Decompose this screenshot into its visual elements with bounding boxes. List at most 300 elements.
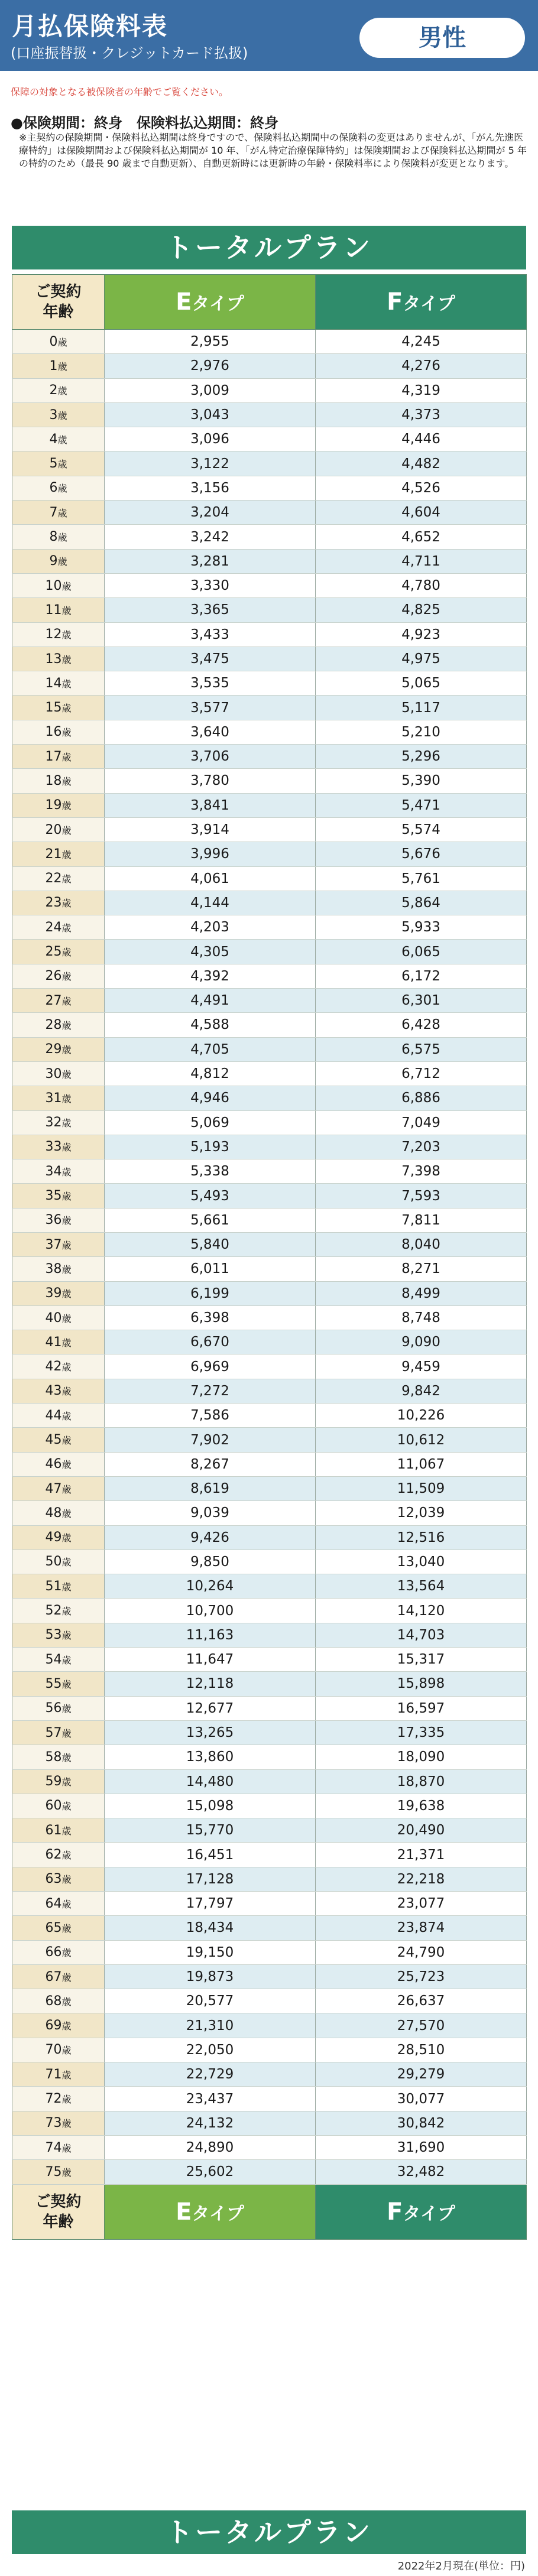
- e-type-premium: 3,706: [105, 745, 316, 769]
- age-value: 4: [49, 431, 58, 447]
- age-cell: [12, 1599, 105, 1623]
- e-type-premium: 2,976: [105, 354, 316, 378]
- age-value: 22: [45, 871, 62, 886]
- age-cell: [12, 1232, 105, 1256]
- table-row: [12, 1501, 527, 1525]
- table-row: [12, 769, 527, 793]
- age-value: 20: [45, 822, 62, 837]
- age-value: 66: [45, 1945, 62, 1960]
- age-value: 28: [45, 1017, 62, 1032]
- f-type-premium: 6,301: [316, 989, 527, 1013]
- e-type-premium: 3,096: [105, 427, 316, 451]
- age-cell: [12, 1379, 105, 1403]
- age-cell: [12, 1964, 105, 1989]
- age-unit: 歳: [61, 1386, 72, 1398]
- plan-banner-bottom: トータルプラン: [12, 2510, 526, 2554]
- e-type-premium: 15,098: [105, 1794, 316, 1818]
- age-value: 73: [45, 2116, 62, 2131]
- e-type-premium: 19,150: [105, 1940, 316, 1964]
- e-type-premium: 4,305: [105, 940, 316, 964]
- f-type-premium: 7,203: [316, 1135, 527, 1159]
- age-value: 40: [45, 1310, 62, 1326]
- age-unit: 歳: [61, 1288, 72, 1300]
- table-row: [12, 1428, 527, 1452]
- age-value: 64: [45, 1896, 62, 1911]
- age-unit: 歳: [61, 1801, 72, 1812]
- e-type-premium: 3,640: [105, 720, 316, 744]
- age-cell: [12, 793, 105, 817]
- age-unit: 歳: [61, 922, 72, 934]
- age-value: 45: [45, 1432, 62, 1447]
- age-value: 9: [49, 554, 58, 569]
- f-type-premium: 22,218: [316, 1867, 527, 1891]
- age-cell: [12, 1623, 105, 1647]
- age-unit: 歳: [61, 1166, 72, 1178]
- table-row: [12, 696, 527, 720]
- age-unit: 歳: [61, 1337, 72, 1349]
- age-unit: 歳: [61, 1459, 72, 1471]
- period-summary: ●保険期間：終身 保険料払込期間：終身: [11, 115, 278, 131]
- age-value: 21: [45, 846, 62, 862]
- age-value: 75: [45, 2164, 62, 2179]
- e-type-premium: 18,434: [105, 1916, 316, 1940]
- age-cell: [12, 573, 105, 597]
- age-cell: [12, 549, 105, 573]
- age-cell: [12, 427, 105, 451]
- e-type-premium: 3,433: [105, 622, 316, 647]
- f-type-premium: 31,690: [316, 2135, 527, 2159]
- age-cell: [12, 2038, 105, 2062]
- age-value: 24: [45, 920, 62, 935]
- table-row: [12, 647, 527, 671]
- e-type-premium: 6,011: [105, 1257, 316, 1281]
- table-row: [12, 1696, 527, 1720]
- table-row: [12, 1184, 527, 1208]
- age-cell: [12, 1794, 105, 1818]
- e-type-premium: 4,203: [105, 915, 316, 940]
- age-cell: [12, 476, 105, 500]
- age-unit: 歳: [61, 2094, 72, 2106]
- table-row: [12, 573, 527, 597]
- table-row: [12, 671, 527, 696]
- age-cell: [12, 1330, 105, 1354]
- age-value: 12: [45, 627, 62, 642]
- e-type-premium: 6,969: [105, 1354, 316, 1379]
- e-type-premium: 4,392: [105, 964, 316, 988]
- age-value: 59: [45, 1774, 62, 1789]
- f-type-premium: 4,975: [316, 647, 527, 671]
- age-unit: 歳: [61, 1850, 72, 1862]
- table-body: [12, 330, 527, 2185]
- age-unit: 歳: [61, 1898, 72, 1910]
- age-value: 19: [45, 798, 62, 813]
- age-unit: 歳: [61, 1118, 72, 1129]
- e-type-premium: 10,700: [105, 1599, 316, 1623]
- f-type-premium: 5,864: [316, 891, 527, 915]
- age-unit: 歳: [61, 1630, 72, 1642]
- f-type-premium: 7,593: [316, 1184, 527, 1208]
- age-value: 11: [45, 602, 62, 618]
- table-row: [12, 1720, 527, 1745]
- e-type-premium: 3,330: [105, 573, 316, 597]
- e-type-premium: 15,770: [105, 1818, 316, 1843]
- f-type-premium: 30,077: [316, 2087, 527, 2111]
- age-unit: 歳: [61, 2045, 72, 2057]
- age-unit: 歳: [61, 654, 72, 665]
- table-row: [12, 745, 527, 769]
- age-unit: 歳: [61, 1044, 72, 1056]
- age-cell: [12, 1892, 105, 1916]
- table-row: [12, 989, 527, 1013]
- age-unit: 歳: [57, 507, 67, 519]
- f-type-premium: 9,459: [316, 1354, 527, 1379]
- e-type-premium: 2,955: [105, 330, 316, 354]
- table-row: [12, 1916, 527, 1940]
- f-type-premium: 5,933: [316, 915, 527, 940]
- age-value: 33: [45, 1139, 62, 1155]
- e-type-premium: 3,996: [105, 842, 316, 866]
- f-type-premium: 16,597: [316, 1696, 527, 1720]
- age-unit: 歳: [61, 898, 72, 909]
- table-row: [12, 1794, 527, 1818]
- age-unit: 歳: [61, 849, 72, 860]
- age-unit: 歳: [61, 1215, 72, 1227]
- age-value: 48: [45, 1505, 62, 1521]
- e-type-premium: 13,265: [105, 1720, 316, 1745]
- f-type-premium: 13,040: [316, 1550, 527, 1574]
- table-row: [12, 1525, 527, 1550]
- age-cell: [12, 696, 105, 720]
- f-type-premium: 5,676: [316, 842, 527, 866]
- age-cell: [12, 989, 105, 1013]
- age-unit: 歳: [61, 2166, 72, 2178]
- age-cell: [12, 1281, 105, 1305]
- age-header-line1: ご契約: [35, 283, 82, 301]
- page-title: 月払保険料表: [12, 12, 168, 41]
- age-cell: [12, 1550, 105, 1574]
- e-type-letter: E: [176, 2198, 192, 2226]
- age-value: 42: [45, 1359, 62, 1375]
- age-unit: 歳: [57, 385, 67, 397]
- age-value: 60: [45, 1798, 62, 1814]
- age-value: 34: [45, 1164, 62, 1179]
- age-unit: 歳: [61, 775, 72, 787]
- age-cell: [12, 1672, 105, 1696]
- age-cell: [12, 451, 105, 476]
- age-unit: 歳: [61, 1727, 72, 1739]
- table-row: [12, 1135, 527, 1159]
- age-unit: 歳: [61, 947, 72, 959]
- age-value: 32: [45, 1115, 62, 1131]
- e-type-premium: 3,156: [105, 476, 316, 500]
- age-unit: 歳: [61, 629, 72, 641]
- table-row: [12, 1550, 527, 1574]
- age-unit: 歳: [61, 1947, 72, 1959]
- f-type-premium: 4,482: [316, 451, 527, 476]
- age-cell: [12, 354, 105, 378]
- age-value: 51: [45, 1578, 62, 1594]
- e-type-premium: 4,588: [105, 1013, 316, 1037]
- f-type-letter: F: [387, 288, 403, 316]
- age-unit: 歳: [61, 1557, 72, 1568]
- page-subtitle: (口座振替扱・クレジットカード払扱): [11, 45, 248, 61]
- age-unit: 歳: [61, 2118, 72, 2130]
- table-row: [12, 1404, 527, 1428]
- age-value: 69: [45, 2018, 62, 2033]
- f-type-premium: 4,780: [316, 573, 527, 597]
- age-cell: [12, 1086, 105, 1110]
- age-unit: 歳: [61, 1410, 72, 1422]
- age-value: 52: [45, 1603, 62, 1619]
- table-row: [12, 1843, 527, 1867]
- age-cell: [12, 1404, 105, 1428]
- age-value: 67: [45, 1969, 62, 1984]
- age-unit: 歳: [61, 751, 72, 763]
- e-type-premium: 3,204: [105, 501, 316, 525]
- table-row: [12, 1648, 527, 1672]
- f-type-premium: 4,373: [316, 402, 527, 427]
- table-row: [12, 451, 527, 476]
- e-type-premium: 5,493: [105, 1184, 316, 1208]
- age-value: 44: [45, 1408, 62, 1423]
- e-type-premium: 20,577: [105, 1989, 316, 2013]
- table-row: [12, 1208, 527, 1232]
- e-type-premium: 10,264: [105, 1574, 316, 1599]
- age-cell: [12, 1940, 105, 1964]
- e-type-premium: 3,914: [105, 817, 316, 842]
- age-cell: [12, 1769, 105, 1794]
- age-value: 49: [45, 1530, 62, 1545]
- e-type-premium: 24,132: [105, 2111, 316, 2135]
- e-type-premium: 5,840: [105, 1232, 316, 1256]
- age-value: 71: [45, 2067, 62, 2082]
- age-unit: 歳: [61, 703, 72, 714]
- f-type-premium: 6,575: [316, 1037, 527, 1061]
- f-type-premium: 11,509: [316, 1476, 527, 1500]
- age-value: 47: [45, 1481, 62, 1496]
- f-type-premium: 32,482: [316, 2160, 527, 2184]
- f-type-premium: 15,898: [316, 1672, 527, 1696]
- table-row: [12, 501, 527, 525]
- age-unit: 歳: [61, 1313, 72, 1324]
- table-row: [12, 1379, 527, 1403]
- age-cell: [12, 1428, 105, 1452]
- age-unit: 歳: [61, 2142, 72, 2154]
- age-value: 41: [45, 1334, 62, 1350]
- f-type-premium: 23,874: [316, 1916, 527, 1940]
- age-value: 65: [45, 1920, 62, 1935]
- f-type-premium: 12,039: [316, 1501, 527, 1525]
- e-type-premium: 7,586: [105, 1404, 316, 1428]
- e-type-premium: 7,272: [105, 1379, 316, 1403]
- f-type-column-footer: [316, 2184, 527, 2239]
- age-value: 37: [45, 1237, 62, 1252]
- f-type-premium: 26,637: [316, 1989, 527, 2013]
- notice-text: 保障の対象となる被保険者の年齢でご覧ください。: [11, 86, 229, 98]
- table-row: [12, 427, 527, 451]
- e-type-premium: 6,199: [105, 1281, 316, 1305]
- age-unit: 歳: [61, 1606, 72, 1617]
- e-type-premium: 17,128: [105, 1867, 316, 1891]
- e-type-premium: 7,902: [105, 1428, 316, 1452]
- age-cell: [12, 622, 105, 647]
- as-of-note: 2022年2月現在(単位：円): [397, 2560, 525, 2572]
- age-cell: [12, 1867, 105, 1891]
- table-row: [12, 1818, 527, 1843]
- age-value: 13: [45, 651, 62, 667]
- age-unit: 歳: [61, 1971, 72, 1983]
- table-row: [12, 866, 527, 891]
- f-type-column-header: [316, 275, 527, 330]
- e-type-premium: 5,661: [105, 1208, 316, 1232]
- age-cell: [12, 2013, 105, 2038]
- age-cell: [12, 1452, 105, 1476]
- f-type-premium: 6,065: [316, 940, 527, 964]
- age-cell: [12, 915, 105, 940]
- age-cell: [12, 2111, 105, 2135]
- age-value: 46: [45, 1457, 62, 1472]
- e-type-premium: 9,426: [105, 1525, 316, 1550]
- age-cell: [12, 964, 105, 988]
- f-type-premium: 27,570: [316, 2013, 527, 2038]
- age-unit: 歳: [61, 1996, 72, 2007]
- table-row: [12, 1940, 527, 1964]
- age-unit: 歳: [57, 459, 67, 470]
- age-cell: [12, 671, 105, 696]
- table-row: [12, 1745, 527, 1769]
- table-row: [12, 622, 527, 647]
- f-type-premium: 5,065: [316, 671, 527, 696]
- e-type-premium: 22,050: [105, 2038, 316, 2062]
- e-type-premium: 22,729: [105, 2062, 316, 2087]
- f-type-premium: 20,490: [316, 1818, 527, 1843]
- table-row: [12, 1159, 527, 1184]
- age-cell: [12, 501, 105, 525]
- age-unit: 歳: [61, 678, 72, 690]
- age-cell: [12, 2062, 105, 2087]
- table-row: [12, 2160, 527, 2184]
- age-value: 35: [45, 1188, 62, 1204]
- table-row: [12, 1110, 527, 1135]
- age-cell: [12, 1501, 105, 1525]
- e-type-premium: 11,647: [105, 1648, 316, 1672]
- age-cell: [12, 1208, 105, 1232]
- e-type-premium: 5,338: [105, 1159, 316, 1184]
- e-type-premium: 3,122: [105, 451, 316, 476]
- age-cell: [12, 817, 105, 842]
- age-unit: 歳: [61, 1825, 72, 1837]
- age-cell: [12, 1696, 105, 1720]
- table-row: [12, 330, 527, 354]
- table-row: [12, 549, 527, 573]
- age-unit: 歳: [61, 1678, 72, 1690]
- age-cell: [12, 1184, 105, 1208]
- age-unit: 歳: [57, 336, 67, 348]
- e-type-premium: 3,841: [105, 793, 316, 817]
- f-type-premium: 10,226: [316, 1404, 527, 1428]
- age-cell: [12, 402, 105, 427]
- table-row: [12, 1037, 527, 1061]
- f-type-premium: 6,428: [316, 1013, 527, 1037]
- age-footer-line1: ご契約: [35, 2192, 82, 2211]
- age-unit: 歳: [61, 1581, 72, 1593]
- age-value: 70: [45, 2042, 62, 2058]
- age-value: 7: [49, 505, 58, 520]
- table-row: [12, 2013, 527, 2038]
- table-row: [12, 1623, 527, 1647]
- f-type-premium: 9,842: [316, 1379, 527, 1403]
- age-value: 31: [45, 1090, 62, 1106]
- table-row: [12, 793, 527, 817]
- f-type-premium: 4,446: [316, 427, 527, 451]
- f-type-premium: 4,825: [316, 598, 527, 622]
- age-value: 56: [45, 1701, 62, 1716]
- f-type-premium: 23,077: [316, 1892, 527, 1916]
- age-unit: 歳: [61, 1239, 72, 1251]
- age-unit: 歳: [61, 1068, 72, 1080]
- e-type-suffix: タイプ: [192, 294, 244, 314]
- age-value: 6: [49, 480, 58, 496]
- age-unit: 歳: [61, 580, 72, 592]
- e-type-premium: 17,797: [105, 1892, 316, 1916]
- table-row: [12, 720, 527, 744]
- age-cell: [12, 1061, 105, 1086]
- f-type-premium: 18,090: [316, 1745, 527, 1769]
- table-row: [12, 1574, 527, 1599]
- e-type-premium: 24,890: [105, 2135, 316, 2159]
- table-row: [12, 2087, 527, 2111]
- e-type-premium: 3,009: [105, 378, 316, 402]
- age-cell: [12, 720, 105, 744]
- table-row: [12, 402, 527, 427]
- table-row: [12, 1354, 527, 1379]
- age-cell: [12, 330, 105, 354]
- f-type-letter: F: [387, 2198, 403, 2226]
- age-footer-line2: 年齢: [43, 2213, 74, 2231]
- e-type-premium: 12,118: [105, 1672, 316, 1696]
- age-unit: 歳: [61, 1874, 72, 1886]
- e-type-premium: 16,451: [105, 1843, 316, 1867]
- e-type-premium: 4,061: [105, 866, 316, 891]
- e-type-premium: 9,850: [105, 1550, 316, 1574]
- f-type-premium: 6,886: [316, 1086, 527, 1110]
- table-row: [12, 1086, 527, 1110]
- f-type-premium: 7,398: [316, 1159, 527, 1184]
- age-unit: 歳: [61, 1263, 72, 1275]
- f-type-premium: 5,761: [316, 866, 527, 891]
- age-cell: [12, 1135, 105, 1159]
- e-type-premium: 8,267: [105, 1452, 316, 1476]
- age-cell: [12, 378, 105, 402]
- age-unit: 歳: [61, 1508, 72, 1519]
- e-type-premium: 19,873: [105, 1964, 316, 1989]
- age-value: 74: [45, 2140, 62, 2155]
- e-type-premium: 3,365: [105, 598, 316, 622]
- age-value: 23: [45, 895, 62, 911]
- e-type-premium: 13,860: [105, 1745, 316, 1769]
- age-value: 61: [45, 1823, 62, 1838]
- table-row: [12, 1305, 527, 1330]
- table-row: [12, 1061, 527, 1086]
- f-type-premium: 8,499: [316, 1281, 527, 1305]
- age-cell: [12, 525, 105, 549]
- f-type-premium: 8,748: [316, 1305, 527, 1330]
- age-cell: [12, 745, 105, 769]
- age-cell: [12, 769, 105, 793]
- age-cell: [12, 2087, 105, 2111]
- age-unit: 歳: [61, 1752, 72, 1763]
- age-value: 29: [45, 1042, 62, 1057]
